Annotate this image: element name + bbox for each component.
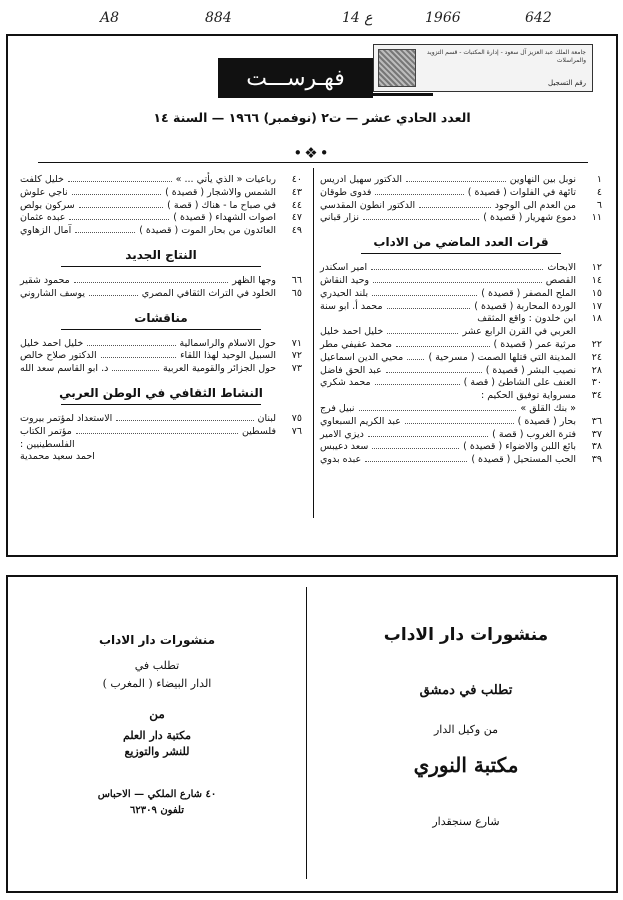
ad-damascus	[316, 577, 616, 891]
toc-title: حول الاسلام والراسمالية	[179, 337, 276, 349]
toc-entry	[320, 212, 602, 225]
toc-page-number: ١٨	[591, 313, 602, 325]
toc-leader	[405, 423, 514, 424]
toc-entry	[20, 225, 302, 238]
toc-page-number: ٤٣	[291, 186, 302, 198]
toc-entry	[320, 441, 602, 454]
toc-entry	[20, 363, 302, 376]
toc-entry	[320, 390, 602, 403]
toc-leader	[72, 194, 161, 195]
toc-title: دموع شهريار ( قصيدة )	[483, 212, 576, 224]
toc-author: عبد الكريم السبعاوي	[320, 415, 401, 427]
toc-title: نوبل بين النهاوين	[509, 174, 576, 185]
toc-entry	[20, 439, 302, 452]
toc-title: الحب المستحيل ( قصيدة )	[471, 454, 576, 466]
toc-page-number: ٧٢	[291, 350, 302, 362]
toc-title: الملح المصفر ( قصيدة )	[481, 287, 576, 299]
ad-street: شارع سنجقدار	[432, 815, 500, 828]
toc-leader	[375, 384, 460, 385]
stamp-emblem-icon	[378, 49, 416, 87]
toc-leader	[87, 345, 175, 346]
toc-entry	[20, 338, 302, 351]
toc-author: الاستعداد لمؤتمر بيروت	[20, 412, 113, 424]
toc-leader	[387, 308, 471, 309]
toc-title: حول الجزائر والقومية العربية	[162, 363, 276, 375]
toc-author: الدكتور انطون المقدسي	[320, 199, 416, 211]
ad-line: تطلب في دمشق	[419, 683, 513, 698]
ad-heading: منشورات دار الاداب	[98, 633, 216, 647]
ad-divider	[306, 587, 307, 879]
toc-page-number: ٦٥	[291, 287, 302, 299]
toc-entry	[20, 174, 302, 187]
toc-entry	[320, 200, 602, 213]
ad-phone: تلفون ٦٢٣٠٩	[129, 805, 184, 816]
toc-title: نصيب البشر ( قصيدة )	[485, 364, 576, 376]
toc-leader	[386, 372, 482, 373]
toc-leader	[372, 448, 459, 449]
toc-leader	[372, 295, 477, 296]
toc-author: ديزي الامير	[320, 428, 364, 440]
toc-author: عبده عثمان	[20, 212, 66, 224]
toc-author: محمد شكري	[320, 377, 371, 389]
section-underline	[61, 266, 261, 267]
toc-entry	[20, 451, 302, 464]
toc-title: « بنك القلق »	[520, 402, 576, 414]
toc-title: الشمس والاشجار ( قصيدة )	[165, 186, 276, 198]
toc-leader	[365, 461, 467, 462]
toc-entry	[320, 416, 602, 429]
toc-leader	[69, 219, 169, 220]
toc-leader	[68, 181, 172, 182]
toc-author: عبد الحق فاضل	[320, 364, 382, 376]
toc-title: في صباح ما - هناك ( قصة )	[167, 199, 276, 211]
toc-author: محمد عفيفي مطر	[320, 338, 392, 350]
page-title	[218, 58, 373, 98]
toc-page-number: ١٧	[591, 300, 602, 312]
toc-entry	[20, 187, 302, 200]
toc-author: ناجي علوش	[20, 186, 68, 198]
toc-page-number: ٣٧	[591, 428, 602, 440]
toc-entry	[320, 187, 602, 200]
toc-title: الوردة المحاربة ( قصيدة )	[474, 300, 576, 312]
toc-author: وحيد النقاش	[320, 274, 370, 286]
toc-page-number: ٧١	[291, 337, 302, 349]
toc-entry	[320, 288, 602, 301]
toc-author: امير اسكندر	[320, 262, 368, 274]
toc-title: تائهة في الفلوات ( قصيدة )	[467, 186, 576, 198]
toc-entry	[320, 352, 602, 365]
page-title-text: فهـرســـت	[246, 65, 345, 91]
toc-page-number: ٣٩	[591, 454, 602, 466]
section-underline	[61, 329, 261, 330]
ad-line: الدار البيضاء ( المغرب )	[102, 677, 212, 690]
toc-entry	[320, 339, 602, 352]
toc-author: عبده بدوي	[320, 454, 362, 466]
toc-author: سعد دعيبس	[320, 441, 369, 453]
toc-leader	[396, 346, 490, 347]
toc-page-number: ٢٤	[591, 351, 602, 363]
section-underline	[361, 253, 561, 254]
ad-line: تطلب في	[134, 659, 180, 672]
toc-entry	[320, 275, 602, 288]
toc-author: فدوى طوقان	[320, 186, 372, 198]
right-column	[320, 174, 602, 467]
library-stamp	[373, 44, 593, 92]
toc-entry	[20, 200, 302, 213]
toc-author: د. ابو القاسم سعد الله	[20, 363, 109, 375]
toc-page-number: ٦٦	[291, 274, 302, 286]
toc-page-number: ٢٢	[591, 338, 602, 350]
toc-page-number: ١١	[591, 212, 602, 224]
handwritten-a: A8	[100, 10, 120, 26]
toc-leader	[101, 357, 176, 358]
section-title-cultural: النشاط الثقافي في الوطن العربي	[59, 385, 263, 400]
toc-title: فترة الغروب ( قصة )	[492, 428, 576, 440]
toc-page-number: ١٢	[591, 262, 602, 274]
toc-title: ابن خلدون : واقع المثقف	[477, 313, 576, 325]
toc-leader	[75, 232, 135, 233]
toc-page-number: ١	[596, 174, 602, 185]
section-underline	[61, 404, 261, 405]
toc-leader	[407, 359, 424, 360]
section-title-discussions: مناقشات	[134, 310, 188, 325]
ad-line: من وكيل الدار	[433, 723, 498, 736]
toc-title: مرثية عمر ( قصيدة )	[493, 338, 576, 350]
toc-leader	[375, 194, 463, 195]
toc-title: رباعيات « الذي يأتي ... »	[175, 174, 276, 185]
toc-author: الفلسطينيين :	[20, 438, 75, 450]
toc-entry	[20, 288, 302, 301]
toc-page-number: ٧٥	[291, 412, 302, 424]
toc-page-number: ١٤	[591, 274, 602, 286]
toc-title: العربي في القرن الرابع عشر	[462, 326, 576, 338]
toc-title: القصص	[545, 274, 576, 286]
toc-author: نزار قباني	[320, 212, 359, 224]
toc-author: الدكتور صلاح خالص	[20, 350, 97, 362]
toc-page-number: ٣٠	[591, 377, 602, 389]
stamp-text: جامعة الملك عبد العزيز آل سعود - إدارة المكتبات - قسم التزويد والمراسلات	[426, 49, 586, 64]
toc-leader	[76, 433, 238, 434]
toc-leader	[406, 181, 506, 182]
issue-line: العدد الحادي عشر — ت٢ (نوفمبر) ١٩٦٦ — السنة ١٤	[153, 110, 471, 125]
toc-title: المدينة التي قتلها الصمت ( مسرحية )	[428, 351, 576, 363]
ad-heading: منشورات دار الاداب	[383, 625, 549, 645]
toc-entry	[320, 365, 602, 378]
toc-leader	[116, 420, 253, 421]
toc-entry	[320, 429, 602, 442]
toc-author: خليل كلفت	[20, 174, 64, 185]
toc-page-number: ٣٦	[591, 415, 602, 427]
toc-page-number: ٤٤	[291, 199, 302, 211]
toc-title: مسرواية توفيق الحكيم :	[480, 390, 576, 402]
toc-leader	[112, 370, 159, 371]
toc-author: يوسف الشاروني	[20, 287, 86, 299]
toc-title: بائع اللبن والاضواء ( قصيدة )	[463, 441, 576, 453]
toc-page-number: ٤٠	[291, 174, 302, 185]
toc-leader	[387, 333, 458, 334]
toc-page-number: ٤	[596, 186, 602, 198]
toc-entry	[20, 426, 302, 439]
toc-title: اصوات الشهداء ( قصيدة )	[173, 212, 276, 224]
toc-page-number: ٤٧	[291, 212, 302, 224]
toc-entry	[320, 326, 602, 339]
toc-author: آمال الزهاوي	[20, 225, 72, 237]
toc-title: فلسطين	[241, 425, 276, 437]
toc-entry	[320, 377, 602, 390]
handwritten-annotations	[0, 8, 623, 30]
toc-title: العائدون من بحار الموت ( قصيدة )	[139, 225, 276, 237]
toc-entry	[320, 174, 602, 187]
toc-leader	[79, 207, 163, 208]
toc-leader	[371, 269, 543, 270]
toc-page-number: ٣٤	[591, 390, 602, 402]
toc-leader	[89, 295, 138, 296]
toc-author: خليل احمد خليل	[320, 326, 384, 338]
advertisements-frame	[6, 575, 618, 893]
stamp-label: رقم التسجيل	[548, 79, 586, 87]
handwritten-b: 884	[205, 10, 232, 26]
toc-entry	[20, 413, 302, 426]
handwritten-c: 14 ع	[342, 10, 373, 26]
toc-entry	[20, 212, 302, 225]
toc-leader	[419, 207, 491, 208]
toc-leader	[363, 219, 479, 220]
toc-leader	[368, 436, 488, 437]
toc-entry	[20, 275, 302, 288]
toc-leader	[74, 282, 229, 283]
ad-store-name: مكتبة النوري	[413, 753, 519, 777]
toc-page-number: ٣٨	[591, 441, 602, 453]
toc-title: الخلود في التراث الثقافي المصري	[141, 287, 276, 299]
toc-title: العنف على الشاطئ ( قصة )	[463, 377, 576, 389]
toc-page-number: ٢٨	[591, 364, 602, 376]
toc-author: محمد أ. ابو سنة	[320, 300, 383, 312]
toc-author: سركون بولص	[20, 199, 75, 211]
ad-from: من	[149, 707, 165, 721]
left-column	[20, 174, 302, 464]
handwritten-d: 1966	[425, 10, 461, 26]
ornament: •❖•	[293, 144, 331, 162]
toc-author: محيي الدين اسماعيل	[320, 351, 404, 363]
divider	[38, 162, 588, 163]
toc-title: الابحاث	[547, 262, 576, 274]
toc-author: محمود شقير	[20, 274, 70, 286]
toc-title: من العدم الى الوجود	[494, 199, 576, 211]
section-title-new-production: النتاج الجديد	[125, 247, 197, 262]
toc-page-number: ٧٣	[291, 363, 302, 375]
toc-entry	[320, 262, 602, 275]
toc-author: بلند الحيدري	[320, 287, 369, 299]
toc-author: نبيل فرج	[320, 402, 355, 414]
toc-page-number: ٧٦	[291, 425, 302, 437]
handwritten-e: 642	[525, 10, 552, 26]
title-flourish	[363, 93, 433, 96]
ad-store-name: مكتبة دار العلم	[122, 729, 192, 742]
toc-author: الدكتور سهيل ادريس	[320, 174, 403, 185]
toc-page-number: ١٥	[591, 287, 602, 299]
toc-title: لبنان	[257, 412, 276, 424]
toc-leader	[359, 410, 517, 411]
ad-casablanca	[8, 577, 306, 891]
toc-entry	[320, 301, 602, 314]
toc-leader	[373, 282, 542, 283]
toc-page-number: ٦	[596, 199, 602, 211]
toc-title: بحار ( قصيدة )	[517, 415, 576, 427]
contents-frame	[6, 34, 618, 557]
toc-title: وجها الظهر	[232, 274, 276, 286]
toc-title: السبيل الوحيد لهذا اللقاء	[180, 350, 276, 362]
toc-entry	[320, 454, 602, 467]
toc-author: احمد سعيد محمدية	[20, 451, 95, 463]
ad-store-name: للنشر والتوزيع	[124, 745, 190, 758]
toc-author: مؤتمر الكتاب	[20, 425, 72, 437]
toc-entry	[20, 350, 302, 363]
toc-author: خليل احمد خليل	[20, 337, 84, 349]
toc-entry	[320, 313, 602, 326]
section-title-last-issue: قرات العدد الماضي من الاداب	[373, 235, 549, 250]
toc-entry	[320, 403, 602, 416]
toc-page-number: ٤٩	[291, 225, 302, 237]
ad-address: ٤٠ شارع الملكي — الاحباس	[97, 789, 217, 800]
column-divider	[313, 168, 314, 518]
